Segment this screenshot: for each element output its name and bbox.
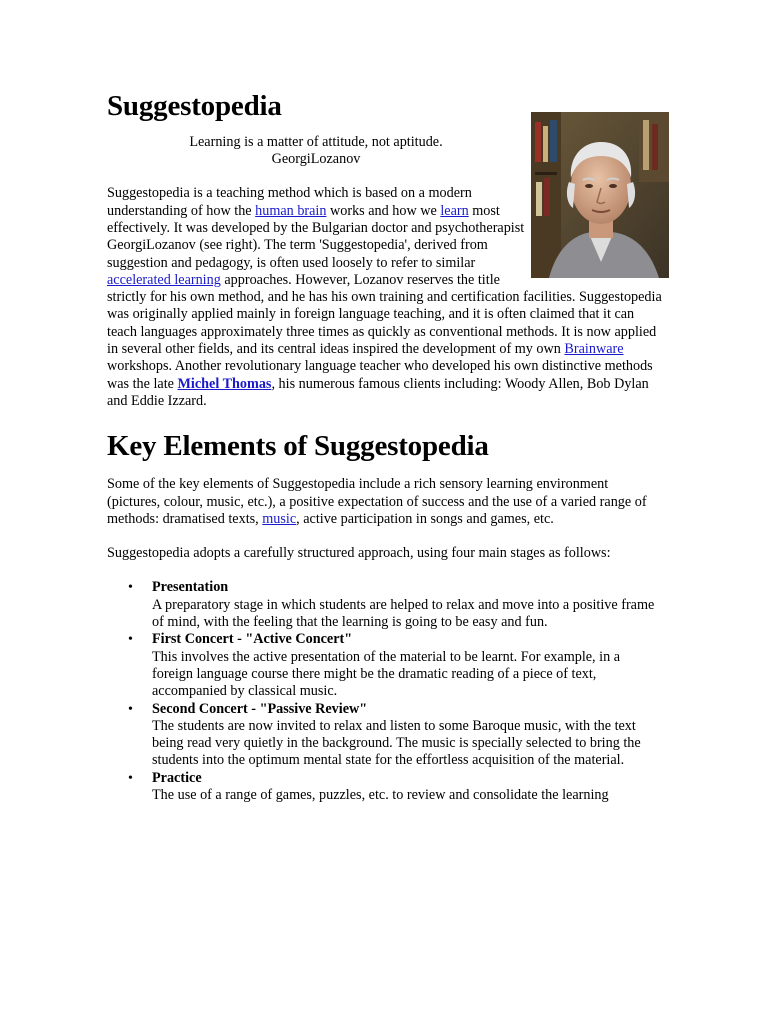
stages-intro-paragraph: Suggestopedia adopts a carefully structured approach, using four main stages as follows: <box>107 545 611 562</box>
list-item <box>128 769 663 805</box>
stage-title: First Concert - "Active Concert" <box>152 631 353 648</box>
key-elements-paragraph <box>107 476 663 528</box>
link-brainware[interactable]: Brainware <box>564 341 624 358</box>
quote-author: GeorgiLozanov <box>271 151 361 168</box>
stage-title: Second Concert - "Passive Review" <box>152 700 368 717</box>
bullet-icon: • <box>128 632 133 648</box>
stage-title: Presentation <box>152 579 229 596</box>
intro-text-4: approaches. However, Lozanov reserves the title strictly for his own method, and he has his own training and certification facilities. Suggestopedia was originally applied mainly in foreign language teaching, and it is often claimed that it can teach languages approximately three times as quickly as conventional methods. It is now applied in several other fields, and its central ideas inspired the development of my own <box>107 271 662 358</box>
intro-text-1: Suggestopedia is a teaching method which is based on a modern understanding of how the <box>107 185 472 219</box>
link-accelerated-learning[interactable]: accelerated learning <box>107 271 221 288</box>
document-page <box>107 88 663 804</box>
key-elements-text-b: , active participation in songs and games, etc. <box>296 510 554 527</box>
intro-text-5: workshops. Another revolutionary language teacher who developed his own distinctive methods was the late <box>107 358 653 392</box>
stage-title: Practice <box>152 769 202 786</box>
bullet-icon: • <box>128 580 133 596</box>
intro-text-3: most effectively. It was developed by the Bulgarian doctor and psychotherapist GeorgiLozanov (see right). The term 'Suggestopedia', derived from suggestion and pedagogy, is often used loosely to refer to similar <box>107 202 525 271</box>
stage-description: A preparatory stage in which students are helped to relax and move into a positive frame of mind, with the feeling that the learning is going to be easy and fun. <box>152 596 655 631</box>
stages-list <box>107 579 663 804</box>
intro-text-2: works and how we <box>326 202 441 219</box>
stage-description: This involves the active presentation of the material to be learnt. For example, in a foreign language course there might be the dramatic reading of a piece of text, accompanied by classical music. <box>152 648 621 700</box>
portrait-photo <box>531 112 669 278</box>
bullet-icon: • <box>128 770 133 786</box>
link-learn[interactable]: learn <box>440 202 469 219</box>
link-music[interactable]: music <box>262 510 297 527</box>
page-title: Suggestopedia <box>107 90 282 122</box>
quote-block <box>107 134 527 168</box>
intro-text-6: , his numerous famous clients including: Woody Allen, Bob Dylan and Eddie Izzard. <box>107 375 649 409</box>
stage-description: The students are now invited to relax and listen to some Baroque music, with the text being read very quietly in the background. The music is specially selected to bring the students into the optimum mental state for the effortless acquisition of the material. <box>152 717 641 769</box>
list-item <box>128 700 663 770</box>
link-human-brain[interactable]: human brain <box>255 202 327 219</box>
stage-description: The use of a range of games, puzzles, etc. to review and consolidate the learning <box>152 787 609 804</box>
list-item <box>128 579 663 631</box>
key-elements-text-a: Some of the key elements of Suggestopedia include a rich sensory learning environment (pictures, colour, music, etc.), a positive expectation of success and the use of a varied range of methods: dramatised texts, <box>107 476 647 527</box>
section-heading: Key Elements of Suggestopedia <box>107 430 489 463</box>
link-michel-thomas[interactable]: Michel Thomas <box>177 375 272 392</box>
bullet-icon: • <box>128 701 133 717</box>
list-item <box>128 631 663 700</box>
quote-text: Learning is a matter of attitude, not aptitude. <box>189 134 443 150</box>
portrait-image <box>531 112 669 278</box>
